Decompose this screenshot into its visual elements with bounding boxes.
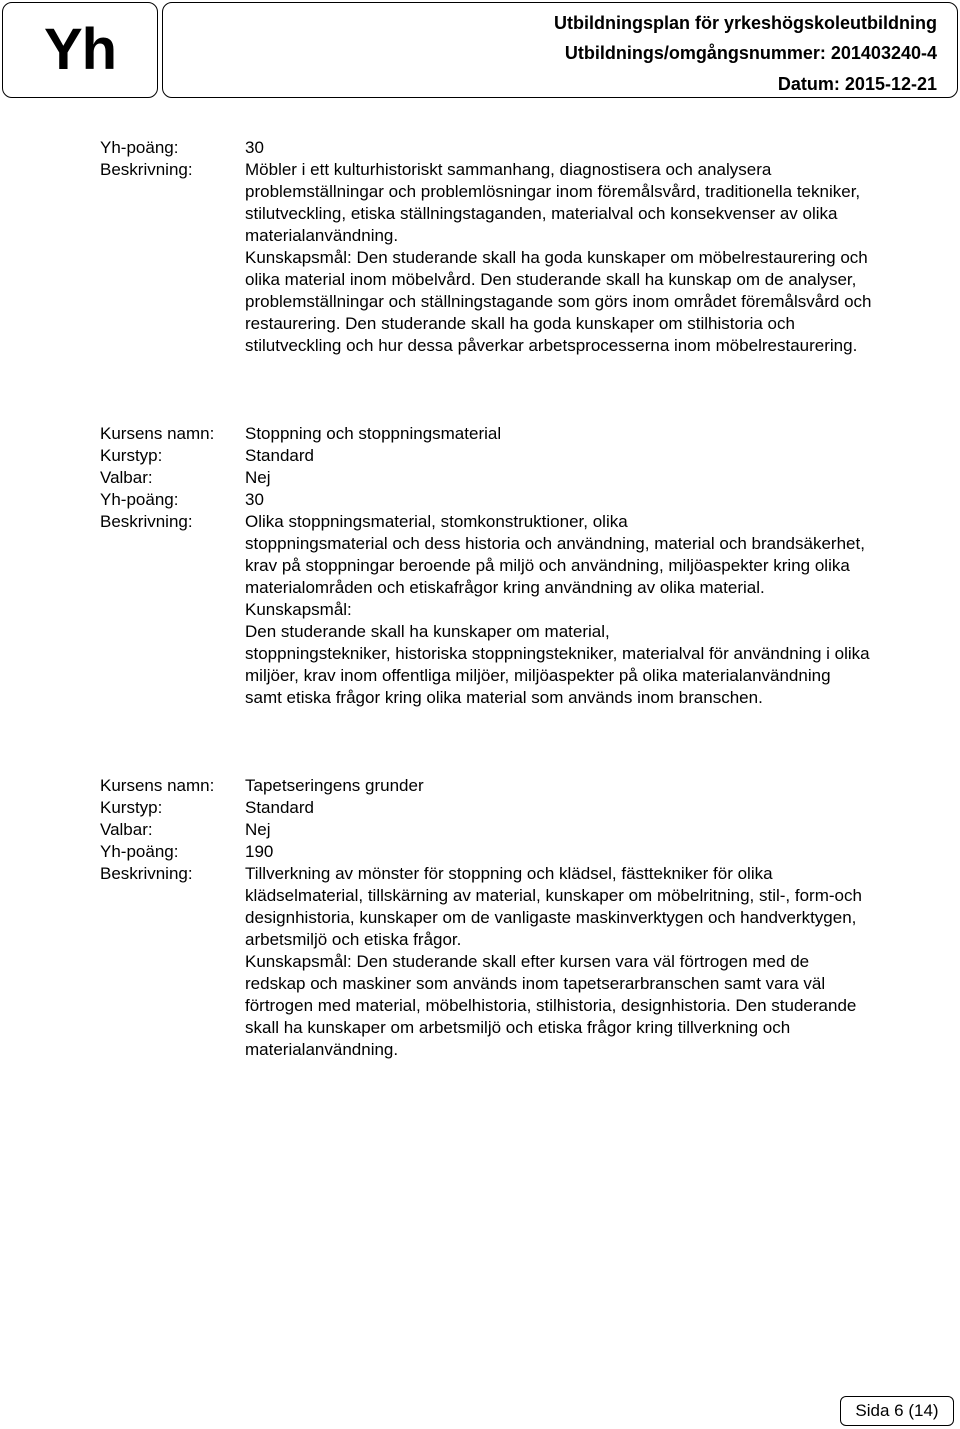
description-line: Den studerande skall ha kunskaper om material, <box>245 622 610 641</box>
elective-row <box>100 819 958 841</box>
description-line: förtrogen med material, möbelhistoria, stilhistoria, designhistoria. Den studerande <box>245 996 857 1015</box>
course-type-label: Kurstyp: <box>100 446 163 465</box>
course-name-value: Stoppning och stoppningsmaterial <box>245 424 502 443</box>
page-number-box <box>840 1396 954 1426</box>
description-line: skall ha kunskaper om arbetsmiljö och etiska frågor kring tillverkning och <box>245 1018 791 1037</box>
points-label: Yh-poäng: <box>100 138 179 157</box>
description-line: redskap och maskiner som används inom tapetserarbranschen samt vara väl <box>245 974 826 993</box>
page-number: Sida 6 (14) <box>855 1401 939 1420</box>
document-title: Utbildningsplan för yrkeshögskoleutbildning <box>553 13 937 33</box>
points-row <box>100 137 958 159</box>
description-line: stoppningstekniker, historiska stoppningstekniker, materialval för användning i olika <box>245 644 870 663</box>
description-text <box>245 511 958 709</box>
points-row <box>100 841 958 863</box>
elective-row <box>100 467 958 489</box>
course-type-row <box>100 797 958 819</box>
course-section-3 <box>100 775 958 1061</box>
points-value: 30 <box>245 490 264 509</box>
education-number: Utbildnings/omgångsnummer: 201403240-4 <box>564 43 937 63</box>
description-line: problemställningar och ställningstagande som görs inom området föremålsvård och <box>245 292 872 311</box>
elective-label: Valbar: <box>100 820 153 839</box>
description-line: Kunskapsmål: Den studerande skall ha goda kunskaper om möbelrestaurering och <box>245 248 868 267</box>
description-row <box>100 511 958 709</box>
description-line: stilutveckling, etiska ställningstaganden, materialval och konsekvenser av olika <box>245 204 838 223</box>
description-text <box>245 159 958 357</box>
course-section-2 <box>100 423 958 709</box>
description-line: problemställningar och problemlösningar inom föremålsvård, traditionella tekniker, <box>245 182 861 201</box>
course-name-row <box>100 775 958 797</box>
logo-box <box>2 2 158 98</box>
points-label: Yh-poäng: <box>100 490 179 509</box>
description-label: Beskrivning: <box>100 512 193 531</box>
document-body <box>100 137 958 1061</box>
course-name-label: Kursens namn: <box>100 776 215 795</box>
description-line: Olika stoppningsmaterial, stomkonstruktioner, olika <box>245 512 628 531</box>
description-row <box>100 863 958 1061</box>
header-box <box>162 2 958 98</box>
description-line: stilutveckling och hur dessa påverkar arbetsprocesserna inom möbelrestaurering. <box>245 336 858 355</box>
description-line: olika material inom möbelvård. Den studerande skall ha kunskap om de analyser, <box>245 270 857 289</box>
description-line: designhistoria, kunskaper om de vanligaste maskinverktygen och handverktygen, <box>245 908 857 927</box>
elective-value: Nej <box>245 468 271 487</box>
description-line: samt etiska frågor kring olika material som används inom branschen. <box>245 688 763 707</box>
points-label: Yh-poäng: <box>100 842 179 861</box>
course-name-value: Tapetseringens grunder <box>245 776 424 795</box>
description-line: materialanvändning. <box>245 1040 399 1059</box>
points-value: 190 <box>245 842 274 861</box>
description-row <box>100 159 958 357</box>
description-label: Beskrivning: <box>100 864 193 883</box>
course-name-label: Kursens namn: <box>100 424 215 443</box>
elective-value: Nej <box>245 820 271 839</box>
description-line: materialområden och etiskafrågor kring användning av olika material. <box>245 578 765 597</box>
description-text <box>245 863 958 1061</box>
description-line: krav på stoppningar beroende på miljö och användning, miljöaspekter kring olika <box>245 556 850 575</box>
description-line: Kunskapsmål: <box>245 600 352 619</box>
description-line: Tillverkning av mönster för stoppning och klädsel, fästtekniker för olika <box>245 864 773 883</box>
points-row <box>100 489 958 511</box>
course-type-row <box>100 445 958 467</box>
description-line: materialanvändning. <box>245 226 399 245</box>
description-line: restaurering. Den studerande skall ha goda kunskaper om stilhistoria och <box>245 314 795 333</box>
course-type-value: Standard <box>245 446 314 465</box>
description-line: arbetsmiljö och etiska frågor. <box>245 930 462 949</box>
course-section-1 <box>100 137 958 357</box>
description-label: Beskrivning: <box>100 160 193 179</box>
description-line: Kunskapsmål: Den studerande skall efter kursen vara väl förtrogen med de <box>245 952 810 971</box>
points-value: 30 <box>245 138 264 157</box>
course-name-row <box>100 423 958 445</box>
elective-label: Valbar: <box>100 468 153 487</box>
course-type-value: Standard <box>245 798 314 817</box>
course-type-label: Kurstyp: <box>100 798 163 817</box>
logo: Yh <box>43 17 117 82</box>
description-line: klädselmaterial, tillskärning av material, kunskaper om möbelritning, stil-, form-och <box>245 886 862 905</box>
description-line: Möbler i ett kulturhistoriskt sammanhang, diagnostisera och analysera <box>245 160 772 179</box>
document-date: Datum: 2015-12-21 <box>777 74 937 94</box>
description-line: stoppningsmaterial och dess historia och användning, material och brandsäkerhet, <box>245 534 865 553</box>
description-line: miljöer, krav inom offentliga miljöer, miljöaspekter på olika materialanvändning <box>245 666 831 685</box>
